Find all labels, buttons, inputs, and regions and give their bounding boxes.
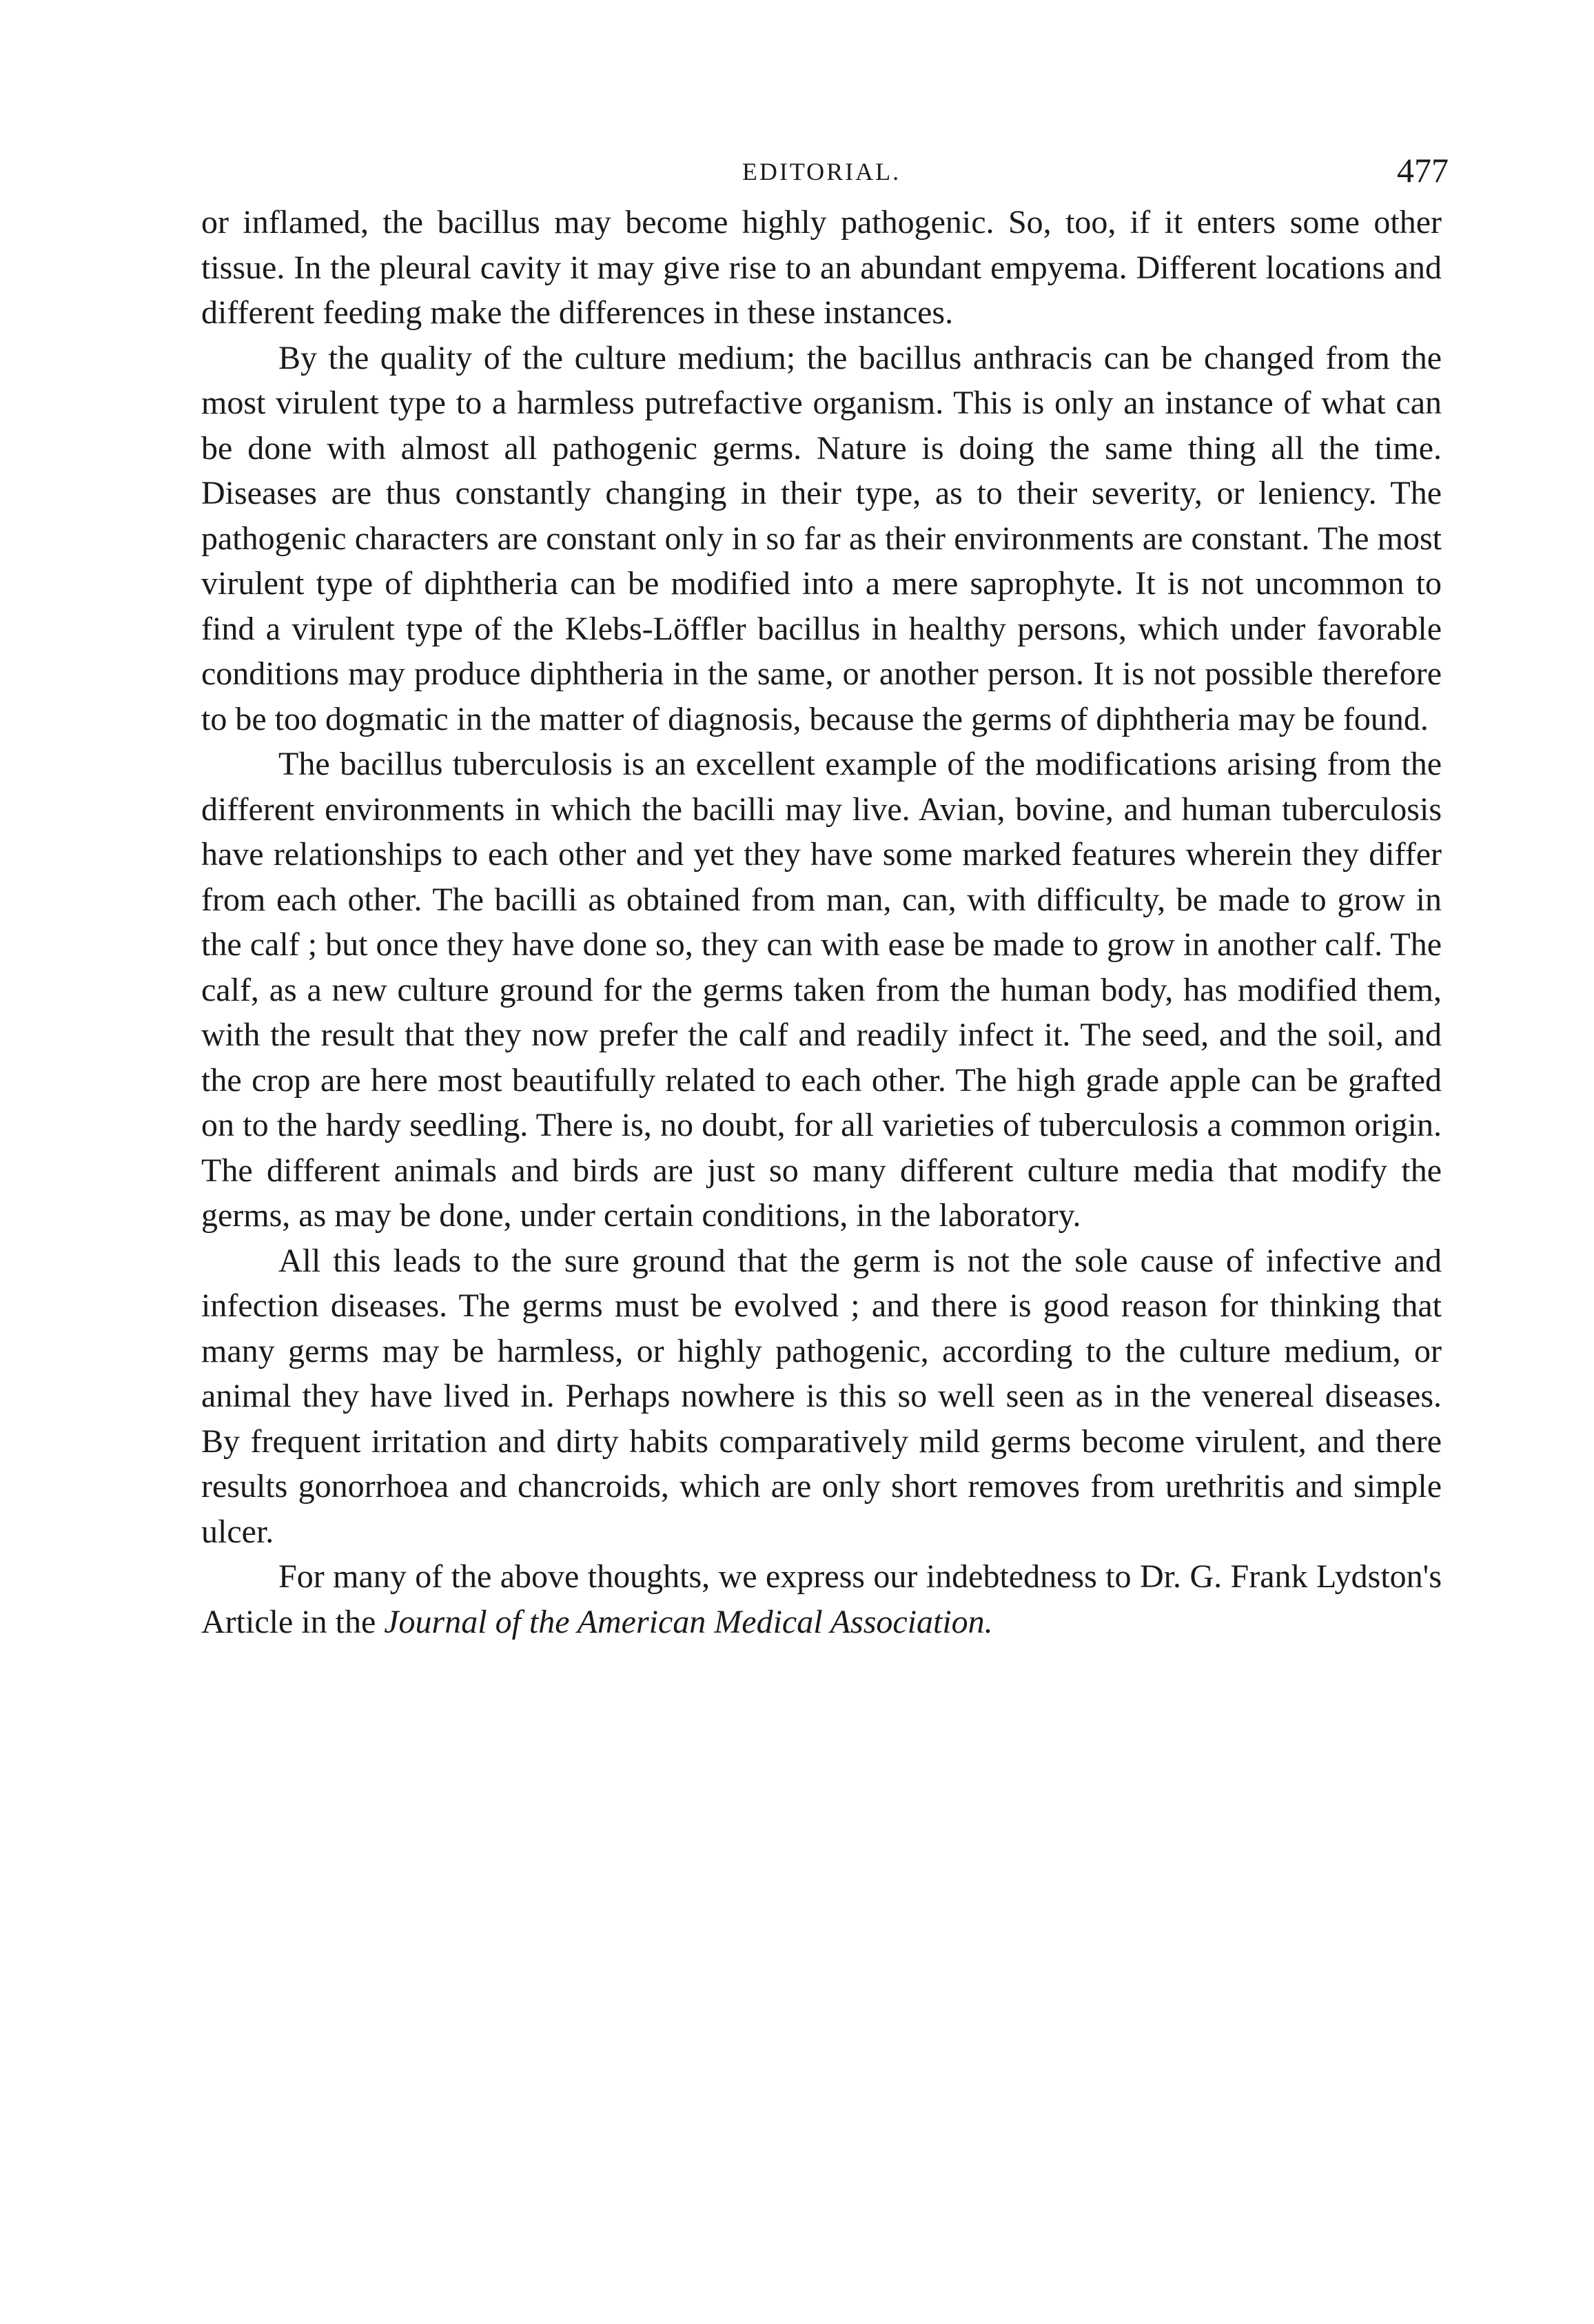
paragraph-continuation: or inflamed, the bacillus may become highly pathogenic. So, too, if it enters some other tissue. In the pleural cavity it may give rise to an abundant empyema. Different locations and different feeding make the differences in these instances.: [201, 204, 1442, 331]
paragraph-tuberculosis: The bacillus tuberculosis is an excellent example of the modifications arising from the different environments in which the bacilli may live. Avian, bovine, and human tuberculosis have relationships to each other and yet they have some marked features wherein they differ from each other. The bacilli as obtained from man, can, with difficulty, be made to grow in the calf ; but once they have done so, they can with ease be made to grow in another calf. The calf, as a new culture ground for the germs taken from the human body, has modified them, with the result that they now prefer the calf and readily infect it. The seed, and the soil, and the crop are here most beautifully related to each other. The high grade apple can be grafted on to the hardy seedling. There is, no doubt, for all varieties of tuberculosis a common origin. The different animals and birds are just so many different culture media that modify the germs, as may be done, under certain conditions, in the laboratory.: [201, 746, 1442, 1234]
paragraph-germ-evolution: All this leads to the sure ground that the germ is not the sole cause of infective and infection diseases. The germs must be evolved ; and there is good reason for thinking that many germs may be harmless, or highly pathogenic, according to the culture medium, or animal they have lived in. Perhaps nowhere is this so well seen as in the venereal diseases. By frequent irritation and dirty habits comparatively mild germs become virulent, and there results gonorrhoea and chancroids, which are only short removes from urethritis and simple ulcer.: [201, 1242, 1442, 1550]
acknowledgement-text: For many of the above thoughts, we express our indebtedness to Dr. G. Frank Lydston's Article in the: [201, 1558, 1442, 1640]
page-number: 477: [1397, 151, 1449, 190]
running-title: EDITORIAL.: [742, 158, 901, 185]
page-header: [201, 145, 1449, 200]
document-page: [201, 145, 1449, 1644]
paragraph-culture-medium: By the quality of the culture medium; the bacillus anthracis can be changed from the most virulent type to a harmless putrefactive organism. This is only an instance of what can be done with almost all pathogenic germs. Nature is doing the same thing all the time. Diseases are thus constantly changing in their type, as to their severity, or leniency. The pathogenic characters are constant only in so far as their environments are constant. The most virulent type of diphtheria can be modified into a mere saprophyte. It is not uncommon to find a virulent type of the Klebs-Löffler bacillus in healthy persons, which under favorable conditions may produce diphtheria in the same, or another person. It is not possible therefore to be too dogmatic in the matter of diagnosis, because the germs of diphtheria may be found.: [201, 339, 1442, 737]
journal-title: Journal of the American Medical Association.: [384, 1603, 993, 1640]
paragraph-acknowledgement: [201, 1554, 1442, 1644]
